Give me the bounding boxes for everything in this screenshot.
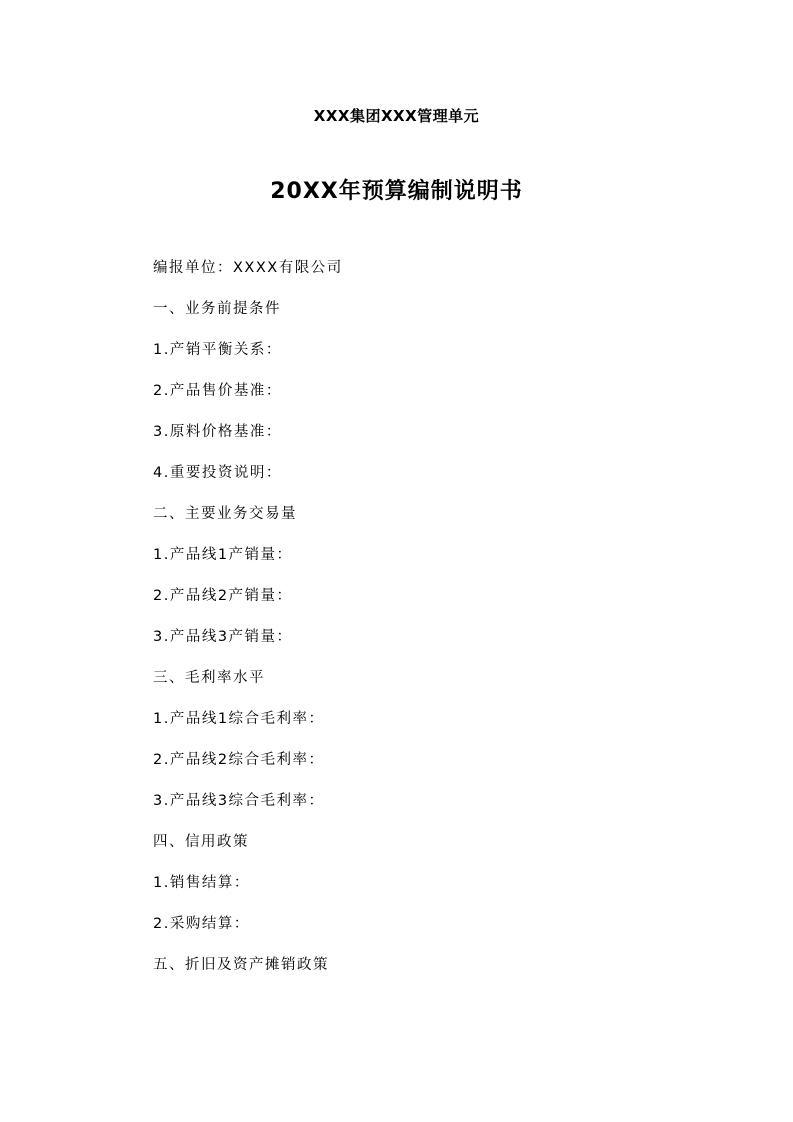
list-item: 2.产品线2综合毛利率：	[153, 752, 325, 768]
list-item: 2.产品售价基准：	[153, 383, 282, 399]
list-item: 3.原料价格基准：	[153, 424, 282, 440]
list-item: 1.产品线1综合毛利率：	[153, 711, 325, 727]
list-item: 1.产销平衡关系：	[153, 342, 282, 358]
section-heading-5: 五、折旧及资产摊销政策	[153, 957, 329, 973]
list-item: 1.产品线1产销量：	[153, 547, 293, 563]
section-heading-3: 三、毛利率水平	[153, 670, 265, 686]
list-item: 2.产品线2产销量：	[153, 588, 293, 604]
section-heading-4: 四、信用政策	[153, 834, 249, 850]
section-heading-1: 一、业务前提条件	[153, 301, 281, 317]
document-body	[153, 257, 713, 995]
list-item: 1.销售结算：	[153, 875, 250, 891]
list-item: 4.重要投资说明：	[153, 465, 282, 481]
list-item: 2.采购结算：	[153, 916, 250, 932]
organization-heading: XXX集团XXX管理单元	[313, 107, 480, 125]
document-title: 20XX年预算编制说明书	[270, 179, 523, 204]
reporting-unit-line: 编报单位：XXXX有限公司	[153, 260, 343, 276]
list-item: 3.产品线3产销量：	[153, 629, 293, 645]
section-heading-2: 二、主要业务交易量	[153, 506, 297, 522]
list-item: 3.产品线3综合毛利率：	[153, 793, 325, 809]
